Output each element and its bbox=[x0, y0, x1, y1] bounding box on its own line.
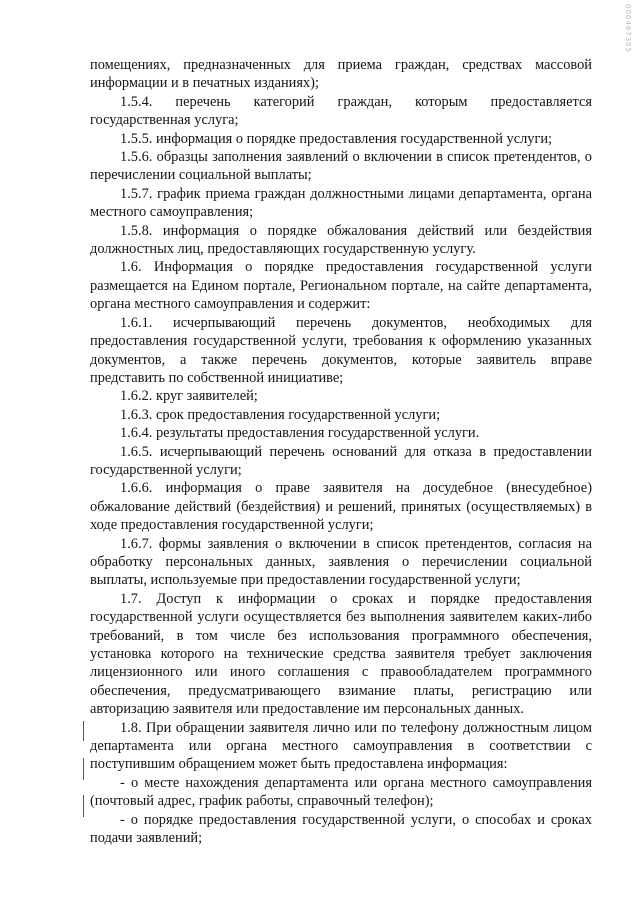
paragraph-1-6-6: 1.6.6. информация о праве заявителя на досудебное (внесудебное) обжалование действий (бездействия) и решений, принятых (осуществляемых) в ходе предоставления государственной услуги; bbox=[90, 480, 592, 534]
margin-bar bbox=[83, 721, 84, 741]
paragraph-1-5-7: 1.5.7. график приема граждан должностными лицами департамента, органа местного самоуправления; bbox=[90, 185, 592, 221]
list-item-location: - о месте нахождения департамента или органа местного самоуправления (почтовый адрес, график работы, справочный телефон); bbox=[90, 774, 592, 810]
margin-bar bbox=[83, 758, 84, 780]
paragraph-1-5-6: 1.5.6. образцы заполнения заявлений о включении в список претендентов, о перечислении социальной выплаты; bbox=[90, 149, 592, 184]
paragraph-1-6-5: 1.6.5. исчерпывающий перечень оснований для отказа в предоставлении государственной услуги; bbox=[90, 443, 592, 478]
paragraph-1-5-5: 1.5.5. информация о порядке предоставления государственной услуги; bbox=[120, 130, 553, 147]
paragraph-continuation: помещениях, предназначенных для приема граждан, средствах массовой информации и в печатных изданиях); bbox=[90, 57, 592, 92]
paragraph-1-6-2: 1.6.2. круг заявителей; bbox=[120, 388, 258, 405]
list-item-procedure: - о порядке предоставления государственной услуги, о способах и сроках подачи заявлений; bbox=[90, 811, 592, 847]
page-corner-mark: 000467305 bbox=[624, 4, 632, 54]
paragraph-1-6: 1.6. Информация о порядке предоставления государственной услуги размещается на Едином портале, Региональном портале, на сайте департамента, органа местного самоуправления и содержит: bbox=[90, 259, 592, 313]
paragraph-1-5-8: 1.5.8. информация о порядке обжалования действий или бездействия должностных лиц, предоставляющих государственную услугу. bbox=[90, 222, 592, 258]
paragraph-1-6-7: 1.6.7. формы заявления о включении в список претендентов, согласия на обработку персональных данных, заявления о перечислении социальной выплаты, используемые при предоставлении государственной услуги; bbox=[90, 535, 592, 589]
paragraph-1-5-4: 1.5.4. перечень категорий граждан, которым предоставляется государственная услуга; bbox=[90, 93, 592, 129]
paragraph-1-6-3: 1.6.3. срок предоставления государственной услуги; bbox=[120, 406, 441, 423]
paragraph-1-6-4: 1.6.4. результаты предоставления государственной услуги. bbox=[120, 425, 480, 442]
margin-bar bbox=[83, 795, 84, 817]
document-body bbox=[90, 56, 592, 847]
paragraph-1-8: 1.8. При обращении заявителя лично или по телефону должностным лицом департамента или органа местного самоуправления в соответствии с поступившим обращением может быть предоставлена информация: bbox=[90, 719, 592, 773]
paragraph-1-7: 1.7. Доступ к информации о сроках и порядке предоставления государственной услуги осуществляется без выполнения заявителем каких-либо требований, в том числе без использования программного обеспечения, установка которого на технические средства заявителя требует заключения лицензионного или иного соглашения с правообладателем программного обеспечения, предусматривающего взимание платы, регистрацию или авторизацию заявителя или предоставление им персональных данных. bbox=[90, 590, 592, 718]
paragraph-1-6-1: 1.6.1. исчерпывающий перечень документов, необходимых для предоставления государственной услуги, требования к оформлению указанных документов, а также перечень документов, которые заявитель вправе представить по собственной инициативе; bbox=[90, 314, 592, 386]
